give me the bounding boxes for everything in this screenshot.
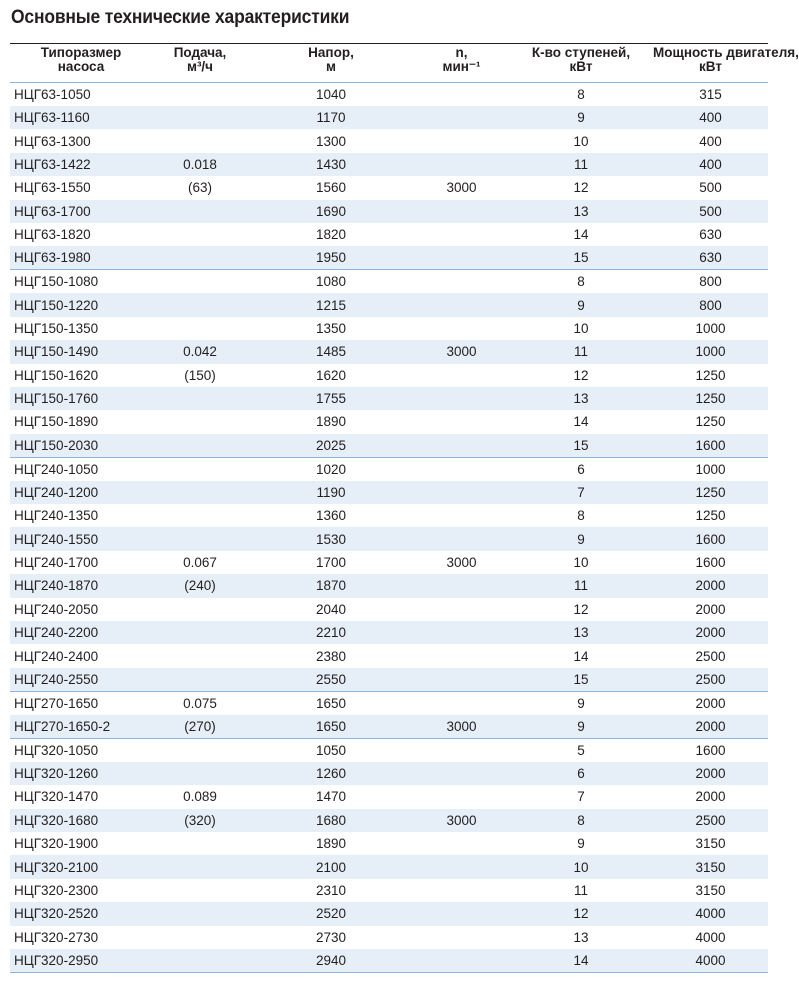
cell-model: НЦГ63-1160 (14, 110, 90, 126)
header-motor-power: Мощность двигателя, кВт (653, 45, 799, 74)
cell-power: 1250 (695, 391, 726, 407)
cell-power: 630 (699, 227, 722, 243)
cell-stages: 9 (577, 110, 585, 126)
cell-power: 800 (699, 274, 722, 290)
cell-head: 1360 (315, 508, 347, 524)
cell-speed (414, 270, 509, 294)
cell-model: НЦГ150-1760 (14, 391, 99, 407)
cell-speed (414, 574, 509, 597)
table-row (10, 855, 768, 878)
cell-speed (414, 106, 509, 129)
header-head: Напор, м (308, 45, 354, 74)
cell-flow (152, 527, 248, 550)
table-row (10, 153, 768, 176)
cell-model: НЦГ320-1680 (14, 812, 99, 828)
cell-power: 400 (699, 133, 722, 149)
cell-model: НЦГ270-1650-2 (14, 718, 111, 734)
cell-stages: 7 (577, 484, 585, 500)
cell-speed (414, 293, 509, 316)
cell-power: 2000 (695, 695, 726, 711)
cell-head: 1190 (316, 484, 346, 500)
cell-speed (414, 621, 509, 644)
cell-stages: 7 (577, 789, 585, 805)
cell-head: 1560 (315, 180, 347, 196)
cell-model: НЦГ320-2100 (14, 859, 99, 875)
cell-stages: 11 (573, 344, 588, 360)
table-row (10, 83, 768, 107)
cell-stages: 8 (577, 87, 585, 102)
cell-power: 3150 (695, 882, 726, 898)
cell-stages: 15 (573, 671, 589, 687)
specs-table (10, 43, 799, 973)
cell-speed (414, 598, 509, 621)
cell-speed (414, 738, 509, 762)
table-row (10, 317, 768, 340)
cell-model: НЦГ150-1620 (14, 367, 99, 383)
cell-flow (152, 598, 248, 621)
cell-speed: 3000 (446, 344, 477, 360)
cell-flow (152, 832, 248, 855)
table-row (10, 809, 768, 832)
cell-power: 1250 (695, 508, 726, 524)
cell-head: 1470 (315, 789, 347, 805)
header-stages: К-во ступеней, кВт (531, 45, 631, 74)
cell-model: НЦГ240-1550 (14, 531, 99, 547)
cell-model: НЦГ240-1200 (14, 484, 99, 500)
table-row (10, 785, 768, 808)
cell-stages: 10 (573, 133, 589, 149)
cell-flow (152, 223, 248, 246)
cell-model: НЦГ320-1260 (14, 766, 99, 781)
table-row (10, 551, 768, 574)
cell-head: 2380 (315, 648, 347, 664)
cell-power: 2000 (695, 789, 726, 805)
cell-head: 1350 (315, 320, 347, 336)
cell-speed (414, 668, 509, 692)
cell-stages: 8 (577, 508, 585, 524)
cell-speed (414, 364, 509, 387)
table-row (10, 762, 768, 785)
cell-head: 2940 (315, 952, 347, 968)
cell-power: 4000 (695, 929, 726, 945)
header-pump-size: Типоразмер насоса (40, 45, 122, 74)
cell-stages: 14 (573, 227, 589, 243)
cell-speed (414, 832, 509, 855)
cell-speed (414, 129, 509, 152)
table-row (10, 644, 768, 667)
cell-model: НЦГ320-2300 (14, 882, 99, 898)
page-title: Основные технические характеристики (11, 7, 350, 28)
cell-model: НЦГ320-1470 (14, 789, 99, 805)
cell-model: НЦГ150-1490 (14, 344, 99, 360)
cell-model: НЦГ63-1820 (14, 227, 91, 243)
cell-model: НЦГ320-1050 (14, 742, 99, 758)
table-row (10, 598, 768, 621)
cell-stages: 10 (573, 859, 589, 875)
cell-speed (414, 387, 509, 410)
cell-power: 2000 (695, 578, 726, 594)
cell-flow: (240) (184, 578, 216, 594)
table-row (10, 340, 768, 363)
cell-flow (152, 926, 248, 949)
cell-head: 1620 (315, 367, 347, 383)
cell-flow (152, 738, 248, 762)
cell-flow: 0.067 (183, 555, 217, 571)
cell-power: 1000 (695, 320, 726, 336)
cell-head: 1690 (315, 203, 347, 219)
cell-flow (152, 621, 248, 644)
cell-stages: 13 (573, 625, 589, 641)
cell-model: НЦГ320-2950 (14, 952, 99, 968)
cell-speed (414, 481, 509, 504)
cell-speed (414, 410, 509, 433)
cell-power: 400 (699, 156, 722, 172)
cell-speed (414, 691, 509, 715)
cell-head: 1040 (315, 87, 347, 102)
cell-head: 2310 (315, 882, 347, 898)
table-row (10, 129, 768, 152)
cell-speed: 3000 (446, 180, 477, 196)
cell-stages: 13 (573, 929, 589, 945)
cell-stages: 10 (573, 320, 589, 336)
cell-speed (414, 317, 509, 340)
cell-flow: (150) (184, 367, 216, 383)
table-row (10, 574, 768, 597)
table-row (10, 668, 768, 692)
cell-power: 630 (699, 250, 722, 266)
cell-model: НЦГ63-1300 (14, 133, 91, 149)
cell-speed (414, 83, 509, 107)
table-body (10, 83, 768, 973)
cell-model: НЦГ240-1050 (14, 461, 99, 477)
cell-head: 1950 (315, 250, 347, 266)
cell-speed (414, 926, 509, 949)
cell-head: 2210 (315, 625, 347, 641)
cell-model: НЦГ240-1350 (14, 508, 99, 524)
cell-flow (152, 879, 248, 902)
cell-stages: 15 (573, 437, 589, 453)
cell-model: НЦГ150-1350 (14, 320, 99, 336)
cell-power: 1250 (695, 484, 726, 500)
cell-model: НЦГ320-1900 (14, 836, 99, 852)
cell-flow (152, 410, 248, 433)
cell-stages: 13 (573, 391, 589, 407)
cell-stages: 14 (573, 648, 589, 664)
table-row (10, 879, 768, 902)
cell-stages: 9 (577, 836, 585, 852)
cell-power: 1600 (695, 742, 726, 758)
cell-stages: 14 (573, 952, 589, 968)
cell-power: 1250 (695, 367, 726, 383)
table-row (10, 457, 768, 481)
cell-head: 1680 (315, 812, 347, 828)
cell-flow (152, 504, 248, 527)
cell-speed: 3000 (446, 555, 477, 571)
cell-stages: 12 (573, 180, 589, 196)
cell-flow: 0.075 (183, 695, 217, 711)
cell-stages: 9 (577, 695, 585, 711)
cell-head: 1650 (315, 718, 347, 734)
cell-head: 1485 (315, 344, 347, 360)
cell-speed (414, 246, 509, 270)
cell-stages: 12 (573, 601, 589, 617)
cell-power: 2000 (695, 601, 726, 617)
cell-head: 1890 (315, 414, 347, 430)
cell-stages: 11 (573, 156, 588, 172)
cell-stages: 11 (573, 882, 588, 898)
cell-model: НЦГ150-1890 (14, 414, 99, 430)
table-row (10, 106, 768, 129)
cell-model: НЦГ320-2520 (14, 906, 99, 922)
table-header-row (10, 44, 768, 83)
cell-model: НЦГ150-2030 (14, 437, 99, 453)
cell-head: 1215 (315, 297, 347, 313)
cell-power: 1600 (695, 437, 726, 453)
cell-head: 1755 (315, 391, 347, 407)
table-row (10, 270, 768, 294)
cell-power: 315 (699, 87, 722, 102)
cell-speed (414, 434, 509, 458)
cell-power: 400 (699, 110, 722, 126)
cell-head: 1430 (315, 156, 347, 172)
cell-head: 1650 (315, 695, 347, 711)
cell-flow: (270) (184, 718, 216, 734)
cell-flow: (63) (187, 180, 212, 196)
cell-speed (414, 949, 509, 973)
cell-model: НЦГ320-2730 (14, 929, 99, 945)
cell-power: 2500 (695, 671, 726, 687)
cell-stages: 12 (573, 906, 589, 922)
table-row (10, 293, 768, 316)
cell-stages: 5 (577, 742, 585, 758)
cell-speed: 3000 (446, 718, 477, 734)
table-row (10, 527, 768, 550)
table-row (10, 949, 768, 973)
cell-head: 2100 (315, 859, 347, 875)
table-row (10, 481, 768, 504)
table-row (10, 410, 768, 433)
cell-head: 1020 (315, 461, 347, 477)
cell-flow (152, 129, 248, 152)
cell-power: 800 (699, 297, 722, 313)
cell-model: НЦГ63-1700 (14, 203, 91, 219)
cell-model: НЦГ63-1550 (14, 180, 91, 196)
cell-model: НЦГ240-1700 (14, 555, 99, 571)
cell-speed (414, 457, 509, 481)
cell-speed (414, 153, 509, 176)
cell-power: 4000 (695, 952, 726, 968)
cell-power: 3150 (695, 836, 726, 852)
table-row (10, 902, 768, 925)
cell-stages: 15 (573, 250, 589, 266)
cell-speed (414, 504, 509, 527)
cell-model: НЦГ240-2550 (14, 671, 99, 687)
header-flow: Подача, м³/ч (173, 45, 227, 74)
cell-stages: 6 (577, 766, 585, 781)
cell-head: 1870 (315, 578, 347, 594)
cell-flow (152, 481, 248, 504)
cell-power: 2500 (695, 812, 726, 828)
table-row (10, 832, 768, 855)
cell-head: 1170 (316, 110, 346, 126)
table-row (10, 364, 768, 387)
cell-model: НЦГ150-1080 (14, 274, 99, 290)
cell-speed (414, 879, 509, 902)
cell-flow: 0.018 (183, 156, 217, 172)
cell-speed: 3000 (446, 812, 477, 828)
cell-head: 1700 (315, 555, 347, 571)
cell-head: 2040 (315, 601, 347, 617)
cell-flow (152, 270, 248, 294)
cell-flow (152, 762, 248, 785)
cell-power: 2000 (695, 625, 726, 641)
cell-stages: 12 (573, 367, 589, 383)
cell-flow (152, 902, 248, 925)
cell-stages: 9 (577, 297, 585, 313)
cell-speed (414, 527, 509, 550)
cell-model: НЦГ240-1870 (14, 578, 99, 594)
cell-stages: 13 (573, 203, 589, 219)
table-row (10, 621, 768, 644)
table-row (10, 246, 768, 270)
cell-stages: 6 (577, 461, 585, 477)
cell-power: 1250 (695, 414, 726, 430)
cell-flow (152, 457, 248, 481)
cell-flow (152, 246, 248, 270)
cell-model: НЦГ270-1650 (14, 695, 99, 711)
cell-power: 2000 (695, 718, 726, 734)
cell-flow (152, 106, 248, 129)
cell-stages: 11 (573, 578, 588, 594)
cell-power: 3150 (695, 859, 726, 875)
cell-flow (152, 317, 248, 340)
table-row (10, 387, 768, 410)
cell-power: 1000 (695, 461, 726, 477)
cell-head: 1300 (315, 133, 347, 149)
cell-flow (152, 855, 248, 878)
cell-model: НЦГ240-2050 (14, 601, 99, 617)
cell-model: НЦГ150-1220 (14, 297, 99, 313)
header-speed: n, мин⁻¹ (442, 45, 481, 74)
table-row (10, 434, 768, 458)
cell-head: 1050 (315, 742, 347, 758)
cell-flow: (320) (184, 812, 216, 828)
cell-power: 2500 (695, 648, 726, 664)
cell-speed (414, 855, 509, 878)
cell-speed (414, 762, 509, 785)
cell-flow (152, 949, 248, 973)
cell-flow (152, 434, 248, 458)
table-row (10, 223, 768, 246)
table-row (10, 926, 768, 949)
cell-model: НЦГ240-2200 (14, 625, 99, 641)
cell-stages: 10 (573, 555, 589, 571)
cell-power: 1600 (695, 555, 726, 571)
cell-model: НЦГ240-2400 (14, 648, 99, 664)
cell-speed (414, 644, 509, 667)
cell-model: НЦГ63-1980 (14, 250, 91, 266)
cell-model: НЦГ63-1050 (14, 87, 91, 102)
cell-flow (152, 668, 248, 692)
cell-stages: 8 (577, 812, 585, 828)
cell-speed (414, 785, 509, 808)
cell-head: 1820 (315, 227, 347, 243)
cell-model: НЦГ63-1422 (14, 156, 91, 172)
cell-head: 2025 (315, 437, 347, 453)
cell-head: 1890 (315, 836, 347, 852)
cell-flow (152, 387, 248, 410)
cell-stages: 9 (577, 718, 585, 734)
cell-head: 2730 (315, 929, 347, 945)
cell-flow (152, 293, 248, 316)
cell-flow: 0.042 (183, 344, 217, 360)
cell-speed (414, 223, 509, 246)
cell-power: 1600 (695, 531, 726, 547)
cell-flow (152, 644, 248, 667)
cell-power: 500 (699, 180, 722, 196)
cell-power: 500 (699, 203, 722, 219)
cell-stages: 9 (577, 531, 585, 547)
cell-power: 4000 (695, 906, 726, 922)
cell-power: 2000 (695, 766, 726, 781)
cell-flow (152, 200, 248, 223)
cell-head: 2550 (315, 671, 347, 687)
table-row (10, 176, 768, 199)
cell-flow (152, 83, 248, 107)
cell-head: 1530 (315, 531, 347, 547)
cell-speed (414, 200, 509, 223)
cell-speed (414, 902, 509, 925)
cell-head: 1260 (315, 766, 347, 781)
table-row (10, 200, 768, 223)
cell-head: 2520 (315, 906, 347, 922)
table-row (10, 504, 768, 527)
table-row (10, 691, 768, 715)
cell-power: 1000 (695, 344, 726, 360)
cell-stages: 8 (577, 274, 585, 290)
cell-stages: 14 (573, 414, 589, 430)
table-row (10, 738, 768, 762)
cell-flow: 0.089 (183, 789, 217, 805)
table-row (10, 715, 768, 739)
cell-head: 1080 (315, 274, 347, 290)
